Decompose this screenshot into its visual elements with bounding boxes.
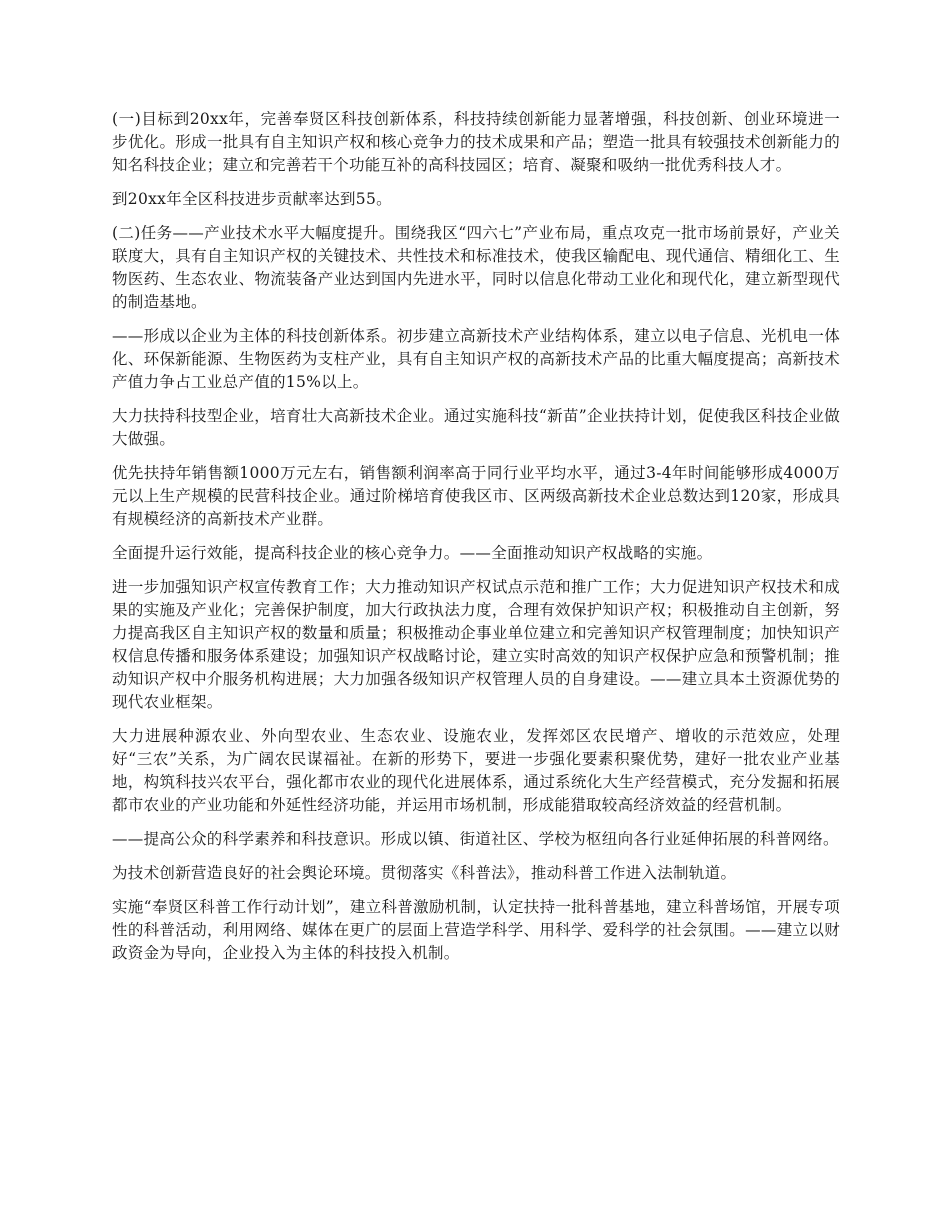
paragraph: ——提高公众的科学素养和科技意识。形成以镇、街道社区、学校为枢纽向各行业延伸拓展的科普网络。 — [112, 830, 839, 848]
paragraph: 大力扶持科技型企业，培育壮大高新技术企业。通过实施科技“新苗”企业扶持计划，促使我区科技企业做大做强。 — [112, 407, 840, 448]
paragraph: 到20xx年全区科技进步贡献率达到55。 — [112, 190, 392, 208]
paragraph: 大力进展种源农业、外向型农业、生态农业、设施农业，发挥郊区农民增产、增收的示范效应，处理好“三农”关系，为广阔农民谋福祉。在新的形势下，要进一步强化要素积聚优势，建好一批农业产业基地，构筑科技兴农平台，强化都市农业的现代化进展体系，通过系统化大生产经营模式，充分发掘和拓展都市农业的产业功能和外延性经济功能，并运用市场机制，形成能猎取较高经济效益的经营机制。 — [112, 727, 840, 814]
paragraph: (二)任务——产业技术水平大幅度提升。围绕我区“四六七”产业布局，重点攻克一批市场前景好，产业关联度大，具有自主知识产权的关键技术、共性技术和标准技术，使我区输配电、现代通信、精细化工、生物医药、生态农业、物流装备产业达到国内先进水平，同时以信息化带动工业化和现代化，建立新型现代的制造基地。 — [112, 224, 840, 311]
paragraph: 实施“奉贤区科普工作行动计划”，建立科普激励机制，认定扶持一批科普基地，建立科普场馆，开展专项性的科普活动，利用网络、媒体在更广的层面上营造学科学、用科学、爱科学的社会氛围。——建立以财政资金为导向，企业投入为主体的科技投入机制。 — [112, 898, 840, 962]
paragraph: ——形成以企业为主体的科技创新体系。初步建立高新技术产业结构体系，建立以电子信息、光机电一体化、环保新能源、生物医药为支柱产业，具有自主知识产权的高新技术产品的比重大幅度提高；高新技术产值力争占工业总产值的15%以上。 — [112, 327, 840, 391]
paragraph: 全面提升运行效能，提高科技企业的核心竞争力。——全面推动知识产权战略的实施。 — [112, 544, 713, 562]
paragraph: 优先扶持年销售额1000万元左右，销售额利润率高于同行业平均水平，通过3-4年时间能够形成4000万元以上生产规模的民营科技企业。通过阶梯培育使我区市、区两级高新技术企业总数达到120家，形成具有规模经济的高新技术产业群。 — [112, 464, 840, 528]
paragraph: 进一步加强知识产权宣传教育工作；大力推动知识产权试点示范和推广工作；大力促进知识产权技术和成果的实施及产业化；完善保护制度，加大行政执法力度，合理有效保护知识产权；积极推动自主创新，努力提高我区自主知识产权的数量和质量；积极推动企事业单位建立和完善知识产权管理制度；加快知识产权信息传播和服务体系建设；加强知识产权战略讨论，建立实时高效的知识产权保护应急和预警机制；推动知识产权中介服务机构进展；大力加强各级知识产权管理人员的自身建设。——建立具本土资源优势的现代农业框架。 — [112, 578, 840, 711]
paragraph: (一)目标到20xx年，完善奉贤区科技创新体系，科技持续创新能力显著增强，科技创新、创业环境进一步优化。形成一批具有自主知识产权和核心竞争力的技术成果和产品；塑造一批具有较强技术创新能力的知名科技企业；建立和完善若干个功能互补的高科技园区；培育、凝聚和吸纳一批优秀科技人才。 — [112, 110, 840, 174]
paragraph: 为技术创新营造良好的社会舆论环境。贯彻落实《科普法》，推动科普工作进入法制轨道。 — [112, 864, 737, 882]
document-body — [112, 108, 840, 976]
